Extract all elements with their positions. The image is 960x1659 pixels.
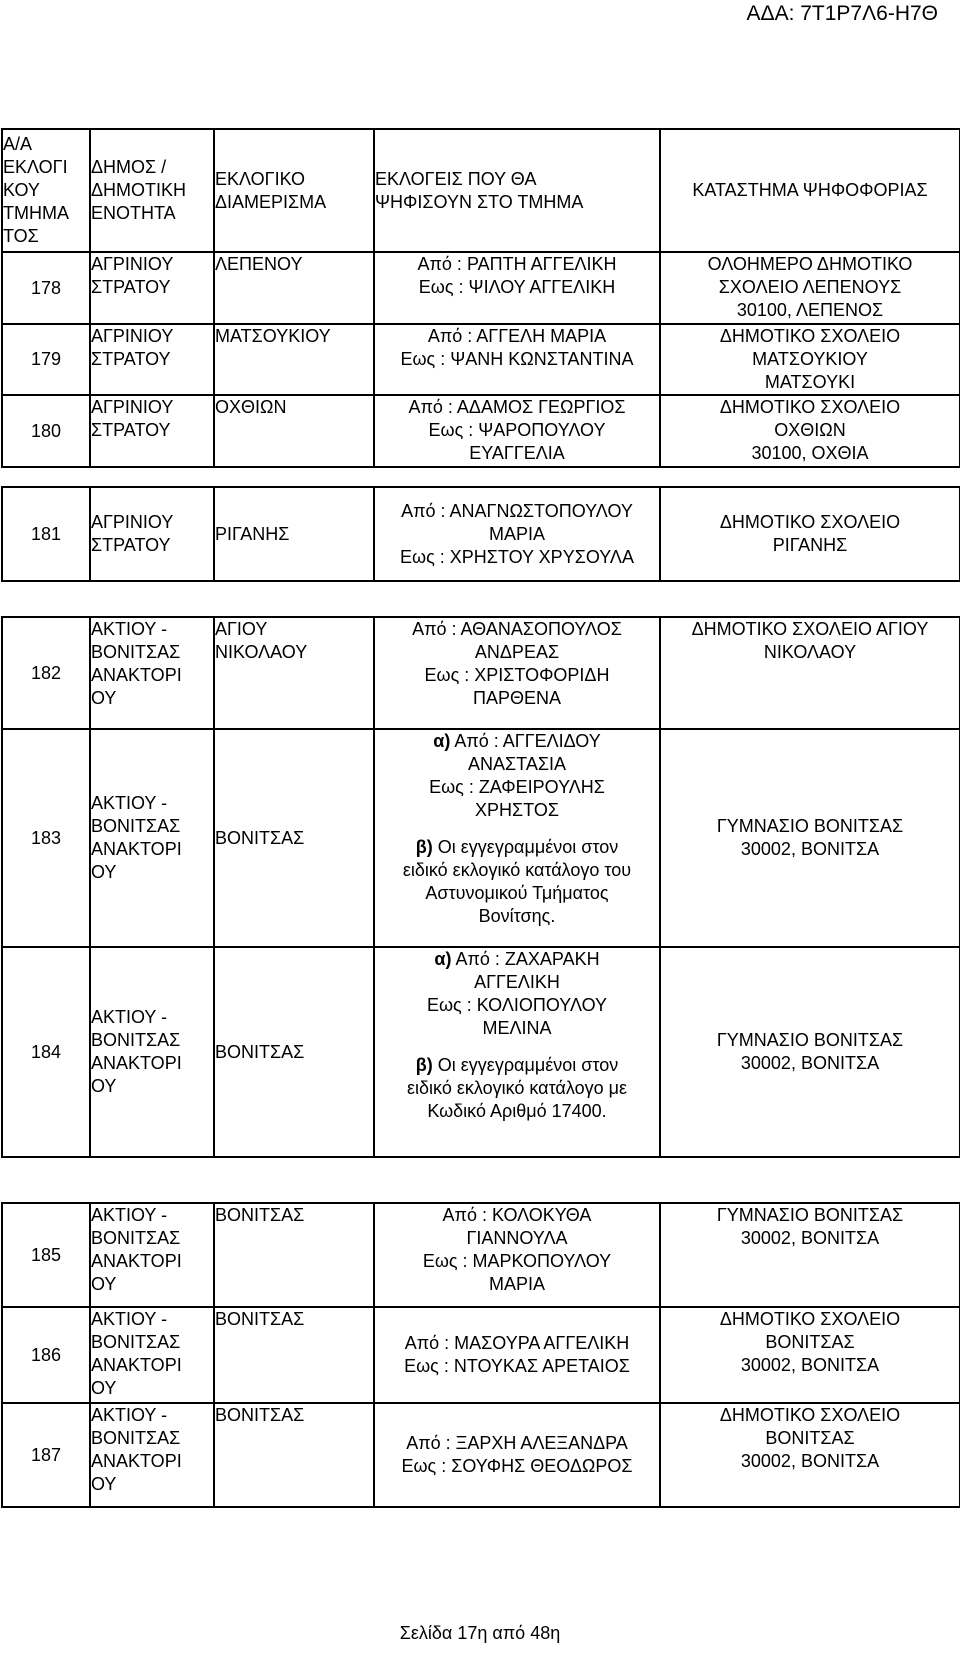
voters-line <box>375 276 659 299</box>
cell-line: ΜΑΤΣΟΥΚΙΟΥ <box>215 326 331 346</box>
cell-line: 30002, ΒΟΝΙΤΣΑ <box>740 1451 880 1471</box>
voters-text: Εως : ΚΟΛΙΟΠΟΥΛΟΥ <box>426 995 608 1015</box>
cell-line: ΒΟΝΙΤΣΑΣ <box>215 1205 305 1225</box>
polling-station-cell <box>660 1203 960 1307</box>
cell-line: ΒΟΝΙΤΣΑΣ <box>91 642 181 662</box>
voters-text: Από : ΜΑΣΟΥΡΑ ΑΓΓΕΛΙΚΗ <box>404 1333 630 1353</box>
voters-text: ΜΕΛΙΝΑ <box>482 1018 552 1038</box>
cell-line: ΑΝΑΚΤΟΡΙ <box>91 1053 182 1073</box>
voters-text: ειδικό εκλογικό κατάλογο με <box>407 1078 627 1098</box>
voters-line <box>375 859 659 882</box>
voters-line <box>375 1204 659 1227</box>
cell-line: ΟΥ <box>91 1274 117 1294</box>
cell-line: ΑΓΡΙΝΙΟΥ <box>91 512 174 532</box>
municipality-cell <box>90 617 214 729</box>
cell-line: ΑΚΤΙΟΥ - <box>91 619 168 639</box>
ward-cell <box>214 729 374 947</box>
cell-line: ΑΝΑΚΤΟΡΙ <box>91 1451 182 1471</box>
voters-text: ΜΑΡΙΑ <box>488 523 545 544</box>
cell-line: ΒΟΝΙΤΣΑΣ <box>91 1030 181 1050</box>
cell-line: ΑΓΡΙΝΙΟΥ <box>91 254 174 274</box>
polling-station-cell <box>660 617 960 729</box>
table-row <box>2 1307 960 1403</box>
voters-text: Κωδικό Αριθμό 17400. <box>427 1101 607 1121</box>
voters-text: Εως : ΜΑΡΚΟΠΟΥΛΟΥ <box>422 1251 612 1271</box>
cell-line: ΑΝΑΚΤΟΡΙ <box>91 665 182 685</box>
table-row <box>2 1403 960 1507</box>
cell-line: 30100, ΟΧΘΙΑ <box>751 443 869 463</box>
voters-cell <box>374 947 660 1157</box>
voters-text: Οι εγγεγραμμένοι στον <box>432 1055 619 1075</box>
voters-line <box>375 776 659 799</box>
municipality-cell <box>90 395 214 467</box>
polling-station-cell <box>660 947 960 1157</box>
voters-line <box>375 1355 659 1378</box>
voters-line <box>375 523 659 546</box>
municipality-cell <box>90 729 214 947</box>
polling-table-part-1 <box>1 128 960 468</box>
cell-line: ΑΚΤΙΟΥ - <box>91 793 168 813</box>
polling-station-cell <box>660 395 960 467</box>
ward-cell <box>214 617 374 729</box>
voters-text: ΑΝΔΡΕΑΣ <box>474 642 560 662</box>
ada-code: ΑΔΑ: 7Τ1Ρ7Λ6-Η7Θ <box>746 2 938 25</box>
voters-text: ΧΡΗΣΤΟΣ <box>475 800 559 820</box>
cell-line: ΜΑΤΣΟΥΚΙΟΥ <box>752 349 868 369</box>
voters-text: Από : ΑΘΑΝΑΣΟΠΟΥΛΟΣ <box>412 619 622 639</box>
cell-line: ΒΟΝΙΤΣΑΣ <box>765 1332 855 1352</box>
polling-table-part-2 <box>1 486 960 582</box>
voters-cell <box>374 1203 660 1307</box>
voters-line <box>375 641 659 664</box>
ward-cell <box>214 252 374 324</box>
voters-line <box>375 500 659 523</box>
section-number: 185 <box>2 1203 90 1307</box>
section-number: 178 <box>2 252 90 324</box>
ward-cell <box>214 1203 374 1307</box>
voters-text: Βονίτσης. <box>478 906 556 926</box>
voters-text: Από : ΚΟΛΟΚΥΘΑ <box>442 1205 592 1225</box>
voters-cell <box>374 729 660 947</box>
spacer <box>375 822 659 836</box>
voters-text: Από : ΑΝΑΓΝΩΣΤΟΠΟΥΛΟΥ <box>401 500 633 521</box>
cell-line: ΣΤΡΑΤΟΥ <box>91 349 171 369</box>
header-municipality: ΔΗΜΟΣ / ΔΗΜΟΤΙΚΗ ΕΝΟΤΗΤΑ <box>90 129 214 252</box>
voters-line <box>375 948 659 971</box>
voters-line <box>375 325 659 348</box>
voters-text: ΕΥΑΓΓΕΛΙΑ <box>469 443 565 463</box>
cell-line: 30002, ΒΟΝΙΤΣΑ <box>740 839 880 859</box>
cell-line: ΒΟΝΙΤΣΑΣ <box>91 816 181 836</box>
voters-line <box>375 253 659 276</box>
municipality-cell <box>90 1307 214 1403</box>
voters-line <box>375 994 659 1017</box>
municipality-cell <box>90 1403 214 1507</box>
cell-line: ΟΛΟΗΜΕΡΟ ΔΗΜΟΤΙΚΟ <box>707 254 913 274</box>
section-number: 181 <box>2 487 90 581</box>
municipality-cell <box>90 1203 214 1307</box>
voters-line <box>375 1227 659 1250</box>
cell-line: ΑΚΤΙΟΥ - <box>91 1309 168 1329</box>
voters-line <box>375 1017 659 1040</box>
cell-line: ΔΗΜΟΤΙΚΟ ΣΧΟΛΕΙΟ <box>719 1405 901 1425</box>
cell-line: ΒΟΝΙΤΣΑΣ <box>215 827 305 848</box>
section-number: 184 <box>2 947 90 1157</box>
voters-text: Εως : ΨΑΝΗ ΚΩΝΣΤΑΝΤΙΝΑ <box>400 349 634 369</box>
voters-text: Εως : ΝΤΟΥΚΑΣ ΑΡΕΤΑΙΟΣ <box>404 1356 630 1376</box>
table-row <box>2 947 960 1157</box>
voters-line <box>375 971 659 994</box>
section-number: 186 <box>2 1307 90 1403</box>
voters-text: Εως : ΨΑΡΟΠΟΥΛΟΥ <box>428 420 606 440</box>
polling-station-cell <box>660 487 960 581</box>
cell-line: 30002, ΒΟΝΙΤΣΑ <box>740 1228 880 1248</box>
voters-line <box>375 396 659 419</box>
cell-line: 30100, ΛΕΠΕΝΟΣ <box>736 300 884 320</box>
cell-line: ΓΥΜΝΑΣΙΟ ΒΟΝΙΤΣΑΣ <box>716 816 904 836</box>
cell-line: ΓΥΜΝΑΣΙΟ ΒΟΝΙΤΣΑΣ <box>716 1205 904 1225</box>
cell-line: 30002, ΒΟΝΙΤΣΑ <box>740 1053 880 1073</box>
voters-text: ΓΙΑΝΝΟΥΛΑ <box>466 1228 568 1248</box>
table-row <box>2 324 960 395</box>
cell-line: ΒΟΝΙΤΣΑΣ <box>91 1332 181 1352</box>
cell-line: ΟΥ <box>91 1378 117 1398</box>
polling-station-cell <box>660 729 960 947</box>
table-row <box>2 395 960 467</box>
voters-item-marker: β) <box>415 1055 433 1075</box>
municipality-cell <box>90 324 214 395</box>
cell-line: ΛΕΠΕΝΟΥ <box>215 254 303 274</box>
cell-line: ΣΧΟΛΕΙΟ ΛΕΠΕΝΟΥΣ <box>718 277 902 297</box>
voters-line <box>375 618 659 641</box>
voters-item-marker: α) <box>433 731 451 751</box>
section-number: 179 <box>2 324 90 395</box>
voters-text: Από : ΑΓΓΕΛΗ ΜΑΡΙΑ <box>427 326 607 346</box>
header-section-number: Α/Α ΕΚΛΟΓΙ ΚΟΥ ΤΜΗΜΑ ΤΟΣ <box>2 129 90 252</box>
voters-line <box>375 1077 659 1100</box>
voters-text: ΜΑΡΙΑ <box>488 1274 545 1294</box>
voters-line <box>375 687 659 710</box>
cell-line: ΔΗΜΟΤΙΚΟ ΣΧΟΛΕΙΟ <box>719 326 901 346</box>
cell-line: ΓΥΜΝΑΣΙΟ ΒΟΝΙΤΣΑΣ <box>716 1030 904 1050</box>
cell-line: ΟΥ <box>91 1474 117 1494</box>
voters-line <box>375 799 659 822</box>
cell-line: ΔΗΜΟΤΙΚΟ ΣΧΟΛΕΙΟ <box>719 397 901 417</box>
voters-text: Αστυνομικού Τμήματος <box>425 883 609 903</box>
cell-line: ΑΝΑΚΤΟΡΙ <box>91 839 182 859</box>
header-voters: ΕΚΛΟΓΕΙΣ ΠΟΥ ΘΑ ΨΗΦΙΣΟΥΝ ΣΤΟ ΤΜΗΜΑ <box>374 129 660 252</box>
polling-table-part-4 <box>1 1202 960 1508</box>
voters-line <box>375 1432 659 1455</box>
page-number: Σελίδα 17η από 48η <box>399 1623 561 1643</box>
polling-table-part-3 <box>1 616 960 1158</box>
header-row <box>2 129 960 252</box>
ward-cell <box>214 487 374 581</box>
header-polling-station: ΚΑΤΑΣΤΗΜΑ ΨΗΦΟΦΟΡΙΑΣ <box>660 129 960 252</box>
cell-line: ΑΚΤΙΟΥ - <box>91 1205 168 1225</box>
voters-text: Από : ΑΔΑΜΟΣ ΓΕΩΡΓΙΟΣ <box>408 397 626 417</box>
cell-line: ΑΓΙΟΥ <box>215 619 268 639</box>
cell-line: ΒΟΝΙΤΣΑΣ <box>765 1428 855 1448</box>
cell-line: ΟΥ <box>91 862 117 882</box>
voters-line <box>375 1455 659 1478</box>
voters-line <box>375 664 659 687</box>
voters-text: ΑΓΓΕΛΙΚΗ <box>474 972 560 992</box>
cell-line: ΡΙΓΑΝΗΣ <box>215 523 290 544</box>
voters-text: Εως : ΣΟΥΦΗΣ ΘΕΟΔΩΡΟΣ <box>401 1456 633 1476</box>
header-electoral-ward: ΕΚΛΟΓΙΚΟ ΔΙΑΜΕΡΙΣΜΑ <box>214 129 374 252</box>
section-number: 187 <box>2 1403 90 1507</box>
cell-line: ΟΥ <box>91 688 117 708</box>
voters-text: Από : ΑΓΓΕΛΙΔΟΥ <box>450 731 601 751</box>
voters-cell <box>374 252 660 324</box>
ward-cell <box>214 324 374 395</box>
voters-cell <box>374 324 660 395</box>
voters-line <box>375 1250 659 1273</box>
cell-line: ΝΙΚΟΛΑΟΥ <box>763 642 857 662</box>
table-row <box>2 487 960 581</box>
cell-line: ΑΓΡΙΝΙΟΥ <box>91 326 174 346</box>
voters-line <box>375 730 659 753</box>
cell-line: ΝΙΚΟΛΑΟΥ <box>215 642 308 662</box>
cell-line: ΑΚΤΙΟΥ - <box>91 1405 168 1425</box>
cell-line: ΑΝΑΚΤΟΡΙ <box>91 1251 182 1271</box>
cell-line: ΒΟΝΙΤΣΑΣ <box>215 1405 305 1425</box>
voters-cell <box>374 395 660 467</box>
voters-cell <box>374 617 660 729</box>
voters-item-marker: α) <box>434 949 452 969</box>
ward-cell <box>214 1307 374 1403</box>
cell-line: ΒΟΝΙΤΣΑΣ <box>215 1309 305 1329</box>
voters-text: ειδικό εκλογικό κατάλογο του <box>402 860 632 880</box>
cell-line: ΑΝΑΚΤΟΡΙ <box>91 1355 182 1375</box>
voters-line <box>375 348 659 371</box>
section-number: 182 <box>2 617 90 729</box>
table-row <box>2 617 960 729</box>
cell-line: ΒΟΝΙΤΣΑΣ <box>215 1041 305 1062</box>
section-number: 183 <box>2 729 90 947</box>
voters-text: ΠΑΡΘΕΝΑ <box>472 688 562 708</box>
polling-station-cell <box>660 252 960 324</box>
table-row <box>2 1203 960 1307</box>
cell-line: ΑΚΤΙΟΥ - <box>91 1007 168 1027</box>
voters-text: Εως : ΧΡΙΣΤΟΦΟΡΙΔΗ <box>424 665 610 685</box>
voters-line <box>375 419 659 442</box>
cell-line: ΑΓΡΙΝΙΟΥ <box>91 397 174 417</box>
cell-line: ΔΗΜΟΤΙΚΟ ΣΧΟΛΕΙΟ <box>719 512 901 532</box>
table-row <box>2 252 960 324</box>
voters-line <box>375 546 659 569</box>
voters-cell <box>374 487 660 581</box>
voters-text: Από : ΞΑΡΧΗ ΑΛΕΞΑΝΔΡΑ <box>406 1433 628 1453</box>
cell-line: ΔΗΜΟΤΙΚΟ ΣΧΟΛΕΙΟ ΑΓΙΟΥ <box>691 619 929 639</box>
voters-text: Εως : ΨΙΛΟΥ ΑΓΓΕΛΙΚΗ <box>418 277 616 297</box>
polling-station-cell <box>660 324 960 395</box>
voters-line <box>375 836 659 859</box>
municipality-cell <box>90 487 214 581</box>
ward-cell <box>214 947 374 1157</box>
voters-line <box>375 1273 659 1296</box>
voters-text: Εως : ΧΡΗΣΤΟΥ ΧΡΥΣΟΥΛΑ <box>400 546 634 567</box>
municipality-cell <box>90 947 214 1157</box>
cell-line: ΜΑΤΣΟΥΚΙ <box>764 372 856 392</box>
voters-cell <box>374 1307 660 1403</box>
cell-line: ΟΥ <box>91 1076 117 1096</box>
cell-line: ΡΙΓΑΝΗΣ <box>772 535 848 555</box>
cell-line: ΣΤΡΑΤΟΥ <box>91 420 171 440</box>
cell-line: ΒΟΝΙΤΣΑΣ <box>91 1228 181 1248</box>
voters-line <box>375 1054 659 1077</box>
cell-line: ΒΟΝΙΤΣΑΣ <box>91 1428 181 1448</box>
voters-line <box>375 442 659 465</box>
cell-line: ΟΧΘΙΩΝ <box>215 397 287 417</box>
voters-text: Από : ΖΑΧΑΡΑΚΗ <box>451 949 600 969</box>
cell-line: ΔΗΜΟΤΙΚΟ ΣΧΟΛΕΙΟ <box>719 1309 901 1329</box>
cell-line: 30002, ΒΟΝΙΤΣΑ <box>740 1355 880 1375</box>
voters-text: Εως : ΖΑΦΕΙΡΟΥΛΗΣ <box>429 777 605 797</box>
voters-line <box>375 882 659 905</box>
voters-line <box>375 753 659 776</box>
cell-line: ΟΧΘΙΩΝ <box>774 420 846 440</box>
voters-line <box>375 905 659 928</box>
section-number: 180 <box>2 395 90 467</box>
voters-line <box>375 1100 659 1123</box>
voters-text: ΑΝΑΣΤΑΣΙΑ <box>468 754 566 774</box>
voters-text: Από : ΡΑΠΤΗ ΑΓΓΕΛΙΚΗ <box>417 254 617 274</box>
voters-item-marker: β) <box>415 837 433 857</box>
ward-cell <box>214 1403 374 1507</box>
ward-cell <box>214 395 374 467</box>
cell-line: ΣΤΡΑΤΟΥ <box>91 277 171 297</box>
voters-cell <box>374 1403 660 1507</box>
polling-station-cell <box>660 1403 960 1507</box>
spacer <box>375 1040 659 1054</box>
voters-line <box>375 1332 659 1355</box>
municipality-cell <box>90 252 214 324</box>
cell-line: ΣΤΡΑΤΟΥ <box>91 535 171 555</box>
table-row <box>2 729 960 947</box>
polling-station-cell <box>660 1307 960 1403</box>
voters-text: Οι εγγεγραμμένοι στον <box>432 837 619 857</box>
